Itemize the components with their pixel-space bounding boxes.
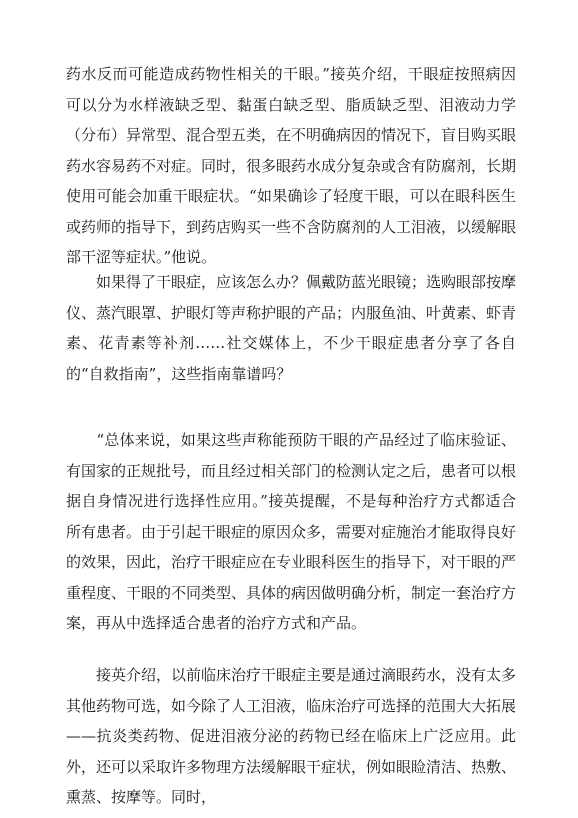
- paragraph-treatment-options: 接英介绍，以前临床治疗干眼症主要是通过滴眼药水，没有太多其他药物可选，如今除了人工泪液，临床治疗可选择的范围大大拓展——抗炎类药物、促进泪液分泌的药物已经在临床上广泛应用。此外，还可以采取许多物理方法缓解眼干症状，例如眼睑清洁、热敷、熏蒸、按摩等。同时，: [66, 666, 517, 806]
- paragraph-dry-eye-causes: 药水反而可能造成药物性相关的干眼。”接英介绍，干眼症按照病因可以分为水样液缺乏型、黏蛋白缺乏型、脂质缺乏型、泪液动力学（分布）异常型、混合型五类，在不明确病因的情况下，盲目购买眼药水容易药不对症。同时，很多眼药水成分复杂或含有防腐剂，长期使用可能会加重干眼症状。“如果确诊了轻度干眼，可以在眼科医生或药师的指导下，到药店购买一些不含防腐剂的人工泪液，以缓解眼部干涩等症状。”他说。: [66, 65, 517, 266]
- paragraph-self-help-question: 如果得了干眼症，应该怎么办？佩戴防蓝光眼镜；选购眼部按摩仪、蒸汽眼罩、护眼灯等声称护眼的产品；内服鱼油、叶黄素、虾青素、花青素等补剂……社交媒体上，不少干眼症患者分享了各自的“自救指南”，这些指南靠谱吗？: [66, 273, 517, 383]
- paragraph-product-advice: “总体来说，如果这些声称能预防干眼的产品经过了临床验证、有国家的正规批号，而且经过相关部门的检测认定之后，患者可以根据自身情况进行选择性应用。”接英提醒，不是每种治疗方式都适合所有患者。由于引起干眼症的原因众多，需要对症施治才能取得良好的效果，因此，治疗干眼症应在专业眼科医生的指导下，对干眼的严重程度、干眼的不同类型、具体的病因做明确分析，制定一套治疗方案，再从中选择适合患者的治疗方式和产品。: [66, 431, 517, 632]
